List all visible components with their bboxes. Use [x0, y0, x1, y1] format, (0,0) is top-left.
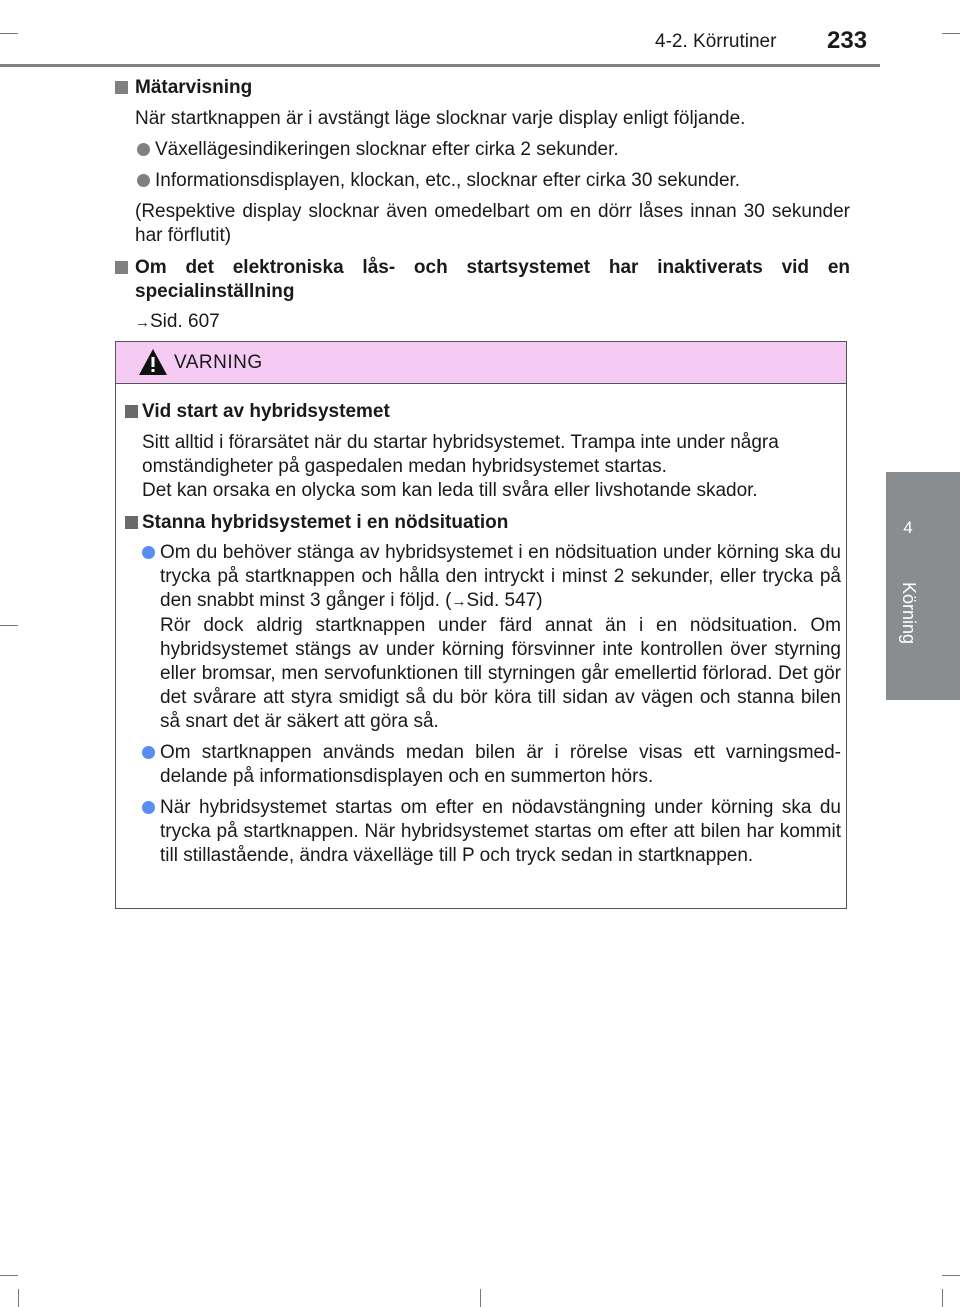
crop-mark — [942, 1289, 943, 1307]
section-heading-special-setting: Om det elektroniska lås- och startsystemet har inaktiverats vid en specialinställning — [115, 256, 850, 304]
warning-heading-emergency: Stanna hybridsystemet i en nödsituation — [125, 511, 841, 535]
warning-title: VARNING — [174, 352, 263, 373]
list-item: Informationsdisplayen, klockan, etc., slocknar efter cirka 30 sekunder. — [115, 169, 850, 193]
round-bullet-icon — [142, 746, 155, 759]
arrow-right-icon: → — [135, 314, 150, 331]
page-number: 233 — [827, 27, 868, 54]
list-item: Växellägesindikeringen slocknar efter cirka 2 sekunder. — [115, 138, 850, 162]
crop-mark — [480, 1289, 481, 1307]
warning-box — [115, 341, 847, 909]
page-reference[interactable]: →Sid. 607 — [135, 311, 220, 332]
list-item: Om startknappen används medan bilen är i rörelse visas ett varningsmed-delande på informationsdisplayen och en summerton hörs. — [125, 741, 841, 789]
square-bullet-icon — [115, 81, 128, 94]
square-bullet-icon — [115, 261, 128, 274]
page-reference[interactable]: Sid. 547) — [466, 590, 543, 611]
section-heading-matarvisning: Mätarvisning — [115, 76, 850, 100]
square-bullet-icon — [125, 516, 138, 529]
chapter-tab[interactable] — [886, 472, 960, 700]
crop-mark — [942, 1275, 960, 1276]
round-bullet-icon — [142, 546, 155, 559]
arrow-right-icon: → — [451, 593, 467, 610]
warning-heading-start: Vid start av hybridsystemet — [125, 400, 841, 424]
square-bullet-icon — [125, 405, 138, 418]
crop-mark — [0, 625, 18, 626]
warning-text: Det kan orsaka en olycka som kan leda till svåra eller livshotande skador. — [142, 480, 758, 501]
crop-mark — [18, 1289, 19, 1307]
round-bullet-icon — [142, 801, 155, 814]
warning-body — [125, 400, 841, 868]
header-divider — [0, 64, 880, 67]
crop-mark — [0, 1275, 18, 1276]
section-title: 4-2. Körrutiner — [655, 31, 777, 52]
crop-mark — [942, 33, 960, 34]
round-bullet-icon — [137, 143, 150, 156]
intro-text: När startknappen är i avstängt läge slocknar varje display enligt följande. — [135, 108, 746, 129]
list-item: Om du behöver stänga av hybridsystemet i en nödsituation under körning ska du trycka på startknappen och hålla den intryckt i minst 2 sekunder, eller trycka på den snabbt minst 3 gånger i följd. (→Sid. 547) Rör dock aldrig startknappen under färd annat än i en nödsituation. Om hybridsystemet stängs av under körning försvinner inte kontrollen över styrning eller bromsar, men servofunktionen till styrningen går emellertid förlorad. Det gör det svårare att styra smidigt så du bör köra till sidan av vägen och stanna bilen så snart det är säkert att göra så. — [125, 541, 841, 734]
crop-mark — [0, 33, 18, 34]
chapter-label: Körning — [899, 582, 919, 645]
chapter-number: 4 — [903, 518, 913, 537]
warning-header — [116, 342, 846, 384]
main-content — [115, 76, 850, 335]
round-bullet-icon — [137, 174, 150, 187]
warning-text: Sitt alltid i förarsätet när du startar hybridsystemet. Trampa inte under några omständigheter på gaspedalen medan hybridsystemet startas. — [142, 432, 779, 477]
warning-triangle-icon — [138, 348, 168, 376]
list-item: När hybridsystemet startas om efter en nödavstängning under körning ska du trycka på startknappen. När hybridsystemet startas om efter att bilen har kommit till stillastående, ändra växelläge till P och tryck sedan in startknappen. — [125, 796, 841, 868]
note-text: (Respektive display slocknar även omedelbart om en dörr låses innan 30 sekunder har förflutit) — [135, 201, 850, 246]
